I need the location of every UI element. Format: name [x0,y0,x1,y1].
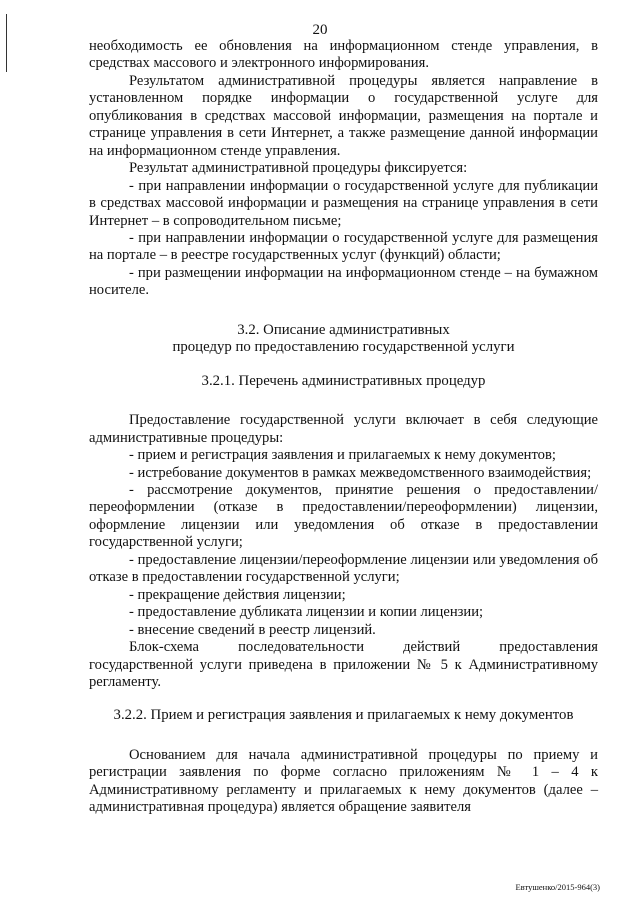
section-heading-3-2-1: 3.2.1. Перечень административных процедур [201,372,486,389]
list-item: - предоставление дубликата лицензии и копии лицензии; [129,604,484,621]
paragraph: Результатом административной процедуры является направление в установленном порядке информации о государственной услуге для опубликования в средствах массовой информации, размещения на портале и странице управления в сети Интернет, а также размещение данной информации на информационном стенде управления. [89,72,598,159]
list-item: - внесение сведений в реестр лицензий. [129,621,376,638]
page-number: 20 [312,22,328,38]
section-heading-3-2-2: 3.2.2. Прием и регистрация заявления и прилагаемых к нему документов [113,707,574,724]
paragraph: Основанием для начала административной процедуры по приему и регистрации заявления по форме согласно приложениям № 1 – 4 к Административному регламенту и прилагаемых к нему документов (далее – административная процедура) является обращение заявителя [89,746,598,816]
section-heading-3-2-line2: процедур по предоставлению государственной услуги [172,339,515,356]
document-body [89,38,598,817]
paragraph: необходимость ее обновления на информационном стенде управления, в средствах массового и электронного информирования. [89,38,598,72]
footer-document-code: Евтушенко/2015-964(3) [515,882,600,892]
paragraph: Предоставление государственной услуги включает в себя следующие административные процедуры: [89,412,598,446]
paragraph: Блок-схема последовательности действий предоставления государственной услуги приведена в приложении № 5 к Административному регламенту. [89,639,598,690]
list-item: - прием и регистрация заявления и прилагаемых к нему документов; [129,447,556,464]
list-item: - прекращение действия лицензии; [129,586,346,603]
list-item: - рассмотрение документов, принятие решения о предоставлении/ переоформлении (отказе в предоставлении/переоформлении) лицензии, оформление лицензии или уведомления об отказе в предоставлении государственной услуги; [89,481,598,551]
list-item: - при направлении информации о государственной услуге для размещения на портале – в реестре государственных услуг (функций) области; [89,229,598,264]
list-item: - при размещении информации на информационном стенде – на бумажном носителе. [89,264,598,299]
list-item: - истребование документов в рамках межведомственного взаимодействия; [129,464,592,481]
list-item: - при направлении информации о государственной услуге для публикации в средствах массовой информации и размещения на странице управления в сети Интернет – в сопроводительном письме; [89,177,598,229]
paragraph: Результат административной процедуры фиксируется: [129,160,468,177]
section-heading-3-2-line1: 3.2. Описание административных [237,321,450,338]
list-item: - предоставление лицензии/переоформление лицензии или уведомления об отказе в предоставлении государственной услуги; [89,551,598,586]
